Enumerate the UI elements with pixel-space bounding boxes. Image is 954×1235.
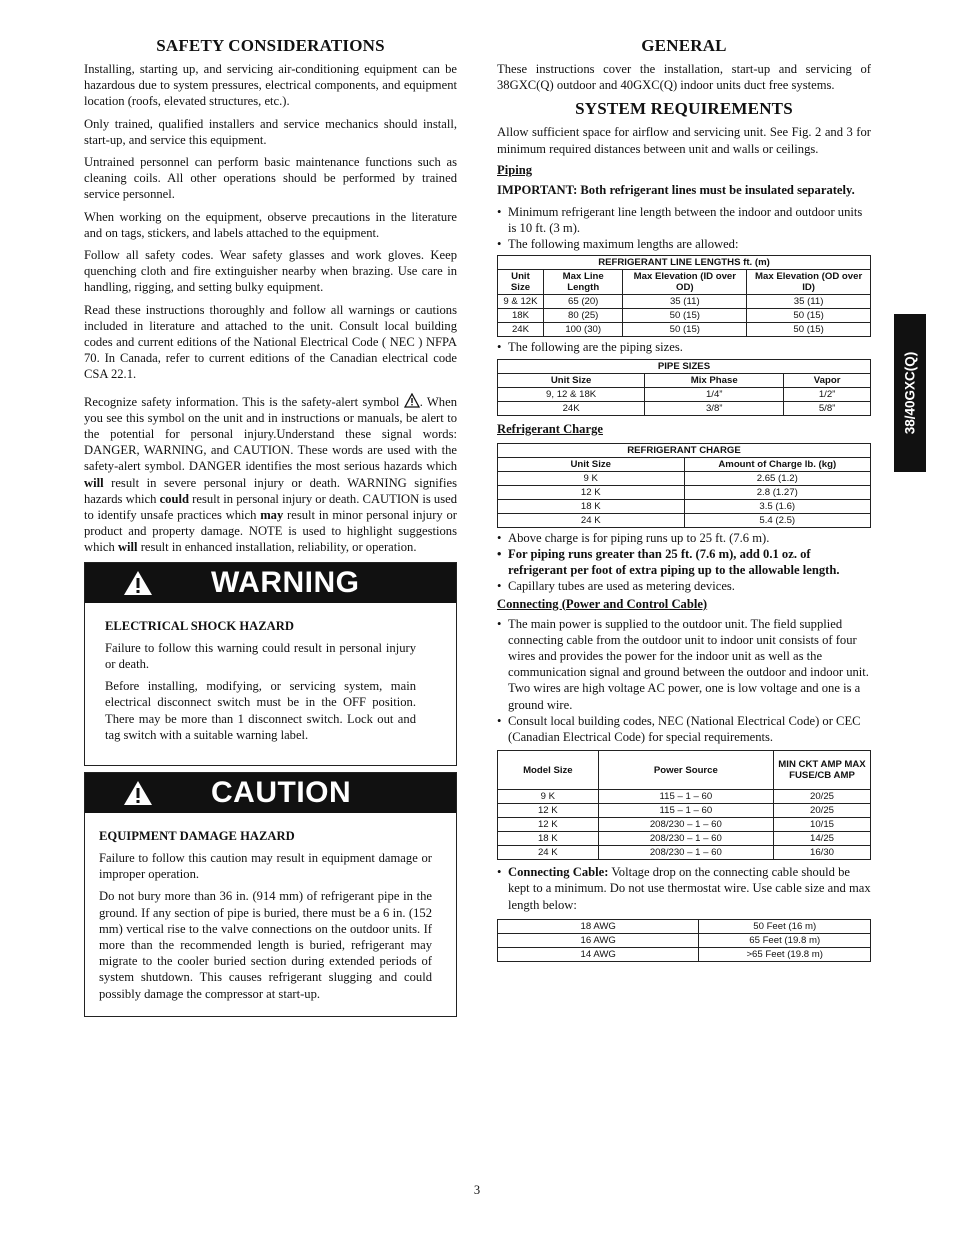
table-cell: 35 (11) (623, 294, 747, 308)
safety-para: Follow all safety codes. Wear safety glasses and work gloves. Keep quenching cloth and fire extinguisher nearby when brazing. Use care in handling, rigging, and setting bulky equipment. (84, 248, 457, 295)
table-row (498, 804, 871, 818)
table-header: Max Elevation (ID over OD) (623, 269, 747, 294)
table-row (498, 947, 871, 961)
table-row (498, 471, 871, 485)
table-cell: 208/230 – 1 – 60 (598, 846, 773, 860)
table-cell: 50 (15) (747, 322, 871, 336)
table-cell: 16 AWG (498, 933, 699, 947)
table-cell: 1/2” (784, 387, 871, 401)
right-column (497, 34, 871, 964)
table-header: Model Size (498, 751, 599, 790)
warning-word: WARNING (211, 565, 360, 599)
system-requirements-heading: SYSTEM REQUIREMENTS (575, 99, 793, 119)
safety-heading: SAFETY CONSIDERATIONS (156, 36, 385, 55)
table-row (498, 513, 871, 527)
table-cell: 20/25 (774, 804, 871, 818)
table-header: Unit Size (498, 269, 544, 294)
table-cell: 50 (15) (623, 308, 747, 322)
table-cell: 14/25 (774, 832, 871, 846)
caution-text: Failure to follow this caution may result in equipment damage or improper operation. (99, 850, 432, 882)
important-note: IMPORTANT: Both refrigerant lines must be insulated separately. (497, 182, 855, 197)
piping-heading: Piping (497, 162, 532, 177)
table-row (498, 499, 871, 513)
table-cell: 5.4 (2.5) (684, 513, 871, 527)
safety-para: When working on the equipment, observe precautions in the literature and on tags, stickers, and labels attached to the equipment. (84, 209, 457, 240)
piping-bullets (497, 204, 871, 253)
caution-banner (85, 773, 456, 813)
table-row (498, 387, 871, 401)
table-caption: REFRIGERANT CHARGE (498, 443, 871, 457)
table-row (498, 818, 871, 832)
table-cell: 18 K (498, 832, 599, 846)
table-header: Power Source (598, 751, 773, 790)
refrigerant-charge-table (497, 443, 871, 528)
table-cell: 24 K (498, 513, 685, 527)
table-cell: 208/230 – 1 – 60 (598, 832, 773, 846)
cable-bullet (497, 864, 871, 913)
pipe-sizes-table (497, 359, 871, 416)
warning-box (84, 562, 457, 766)
table-header: Vapor (784, 373, 871, 387)
warning-text: Failure to follow this warning could result in personal injury or death. (105, 640, 416, 671)
table-cell: 16/30 (774, 846, 871, 860)
table-cell: 14 AWG (498, 947, 699, 961)
warning-text: Before installing, modifying, or servicing system, main electrical disconnect switch must be in the OFF position. There may be more than 1 disconnect switch. Lock out and tag switch with a suitable warning label. (105, 679, 416, 742)
table-caption: REFRIGERANT LINE LENGTHS ft. (m) (498, 255, 871, 269)
table-cell: 50 Feet (16 m) (699, 919, 871, 933)
table-cell: 2.8 (1.27) (684, 485, 871, 499)
table-cell: 12 K (498, 485, 685, 499)
table-header: Amount of Charge lb. (kg) (684, 457, 871, 471)
side-tab-label: 38/40GXC(Q) (902, 351, 918, 435)
table-cell: 35 (11) (747, 294, 871, 308)
table-header: Unit Size (498, 457, 685, 471)
refrigerant-charge-heading: Refrigerant Charge (497, 421, 603, 436)
power-table (497, 750, 871, 860)
list-item: • Consult local building codes, NEC (National Electrical Code) or CEC (Canadian Electrical Code) for special requirements. (497, 713, 871, 745)
table-caption: PIPE SIZES (498, 359, 871, 373)
system-requirements-text: Allow sufficient space for airflow and servicing unit. See Fig. 2 and 3 for minimum required distances between unit and walls or ceilings. (497, 125, 871, 156)
table-cell: >65 Feet (19.8 m) (699, 947, 871, 961)
table-cell: 65 (20) (543, 294, 622, 308)
table-cell: 3.5 (1.6) (684, 499, 871, 513)
table-cell: 115 – 1 – 60 (598, 804, 773, 818)
table-cell: 12 K (498, 818, 599, 832)
table-cell: 20/25 (774, 790, 871, 804)
table-cell: 18K (498, 308, 544, 322)
safety-alert-paragraph: Recognize safety information. This is the safety-alert symbol . When you see this symbol on the unit and in instructions or manuals, be alert to the potential for personal injury.Understand these signal words: DANGER, WARNING, and CAUTION. These words are used with the safety-alert symbol. DANGER identifies the most serious hazards which will result in severe personal injury or death. WARNING signifies hazards which could result in personal injury or death. CAUTION is used to identify unsafe practices which may result in minor personal injury or product and property damage. NOTE is used to highlight suggestions which will result in enhanced installation, reliability, or operation. (84, 394, 458, 555)
table-cell: 80 (25) (543, 308, 622, 322)
connecting-bullets (497, 616, 871, 746)
table-header: MIN CKT AMP MAX FUSE/CB AMP (774, 751, 871, 790)
table-cell: 9 & 12K (498, 294, 544, 308)
table-row (498, 294, 871, 308)
pipe-sizes-bullet (497, 339, 871, 355)
table-row (498, 919, 871, 933)
table-cell: 18 AWG (498, 919, 699, 933)
line-lengths-table (497, 255, 871, 337)
list-item: • Capillary tubes are used as metering devices. (497, 578, 871, 594)
safety-para: Installing, starting up, and servicing air-conditioning equipment can be hazardous due to system pressures, electrical components, and equipment location (roofs, elevated structures, etc.). (84, 62, 457, 109)
safety-para: Untrained personnel can perform basic maintenance functions such as cleaning coils. All other operations should be performed by trained service personnel. (84, 155, 457, 202)
caution-text: Do not bury more than 36 in. (914 mm) of refrigerant pipe in the ground. If any section of pipe is buried, there must be a 6 in. (152 mm) vertical rise to the valve connections on the outdoor units. If more than the recommended length is buried, refrigerant may migrate to the cooler buried section during extended periods of system shutdown. This causes refrigerant slugging and could possibly damage the compressor at start-up. (99, 889, 432, 1001)
table-cell: 12 K (498, 804, 599, 818)
table-cell: 24K (498, 401, 645, 415)
table-cell: 24K (498, 322, 544, 336)
table-cell: 10/15 (774, 818, 871, 832)
list-item: • Minimum refrigerant line length between the indoor and outdoor units is 10 ft. (3 m). (497, 204, 871, 236)
table-header: Unit Size (498, 373, 645, 387)
table-cell: 50 (15) (747, 308, 871, 322)
list-item: • Above charge is for piping runs up to 25 ft. (7.6 m). (497, 530, 871, 546)
caution-word: CAUTION (211, 775, 352, 809)
safety-para: Only trained, qualified installers and service mechanics should install, start-up, and service this equipment. (84, 116, 457, 147)
table-row (498, 401, 871, 415)
warning-hazard-title: ELECTRICAL SHOCK HAZARD (105, 618, 294, 633)
table-cell: 50 (15) (623, 322, 747, 336)
page-number: 3 (473, 1183, 481, 1197)
warning-banner (85, 563, 456, 603)
charge-bullets (497, 530, 871, 595)
table-row (498, 846, 871, 860)
list-item: • The main power is supplied to the outdoor unit. The field supplied connecting cable from the outdoor unit to indoor unit consists of four wires and provides the power for the indoor unit as well as the communication signal and ground between the outdoor and indoor unit. Two wires are high voltage AC power, one is low voltage and one is a ground wire. (497, 616, 871, 713)
table-cell: 24 K (498, 846, 599, 860)
safety-alert-icon (404, 393, 420, 408)
caution-triangle-icon (123, 780, 153, 806)
table-cell: 9, 12 & 18K (498, 387, 645, 401)
table-header: Max Elevation (OD over ID) (747, 269, 871, 294)
table-cell: 3/8” (645, 401, 784, 415)
table-cell: 65 Feet (19.8 m) (699, 933, 871, 947)
table-header: Mix Phase (645, 373, 784, 387)
table-row (498, 485, 871, 499)
table-row (498, 308, 871, 322)
warning-triangle-icon (123, 570, 153, 596)
table-cell: 1/4” (645, 387, 784, 401)
safety-para: Read these instructions thoroughly and follow all warnings or cautions included in literature and attached to the unit. Consult local building codes and current editions of the National Electrical Code ( NEC ) NFPA 70. In Canada, refer to current editions of the Canadian electrical code CSA 22.1. (84, 302, 457, 382)
table-cell: 5/8” (784, 401, 871, 415)
list-item: • Connecting Cable: Voltage drop on the connecting cable should be kept to a minimum. Do not use thermostat wire. Use cable size and max length below: (497, 864, 871, 913)
awg-table (497, 919, 871, 962)
side-tab (894, 314, 926, 472)
table-cell: 9 K (498, 790, 599, 804)
caution-hazard-title: EQUIPMENT DAMAGE HAZARD (99, 828, 295, 843)
table-cell: 2.65 (1.2) (684, 471, 871, 485)
list-item: • The following are the piping sizes. (497, 339, 871, 355)
table-header: Max Line Length (543, 269, 622, 294)
table-row (498, 832, 871, 846)
table-row (498, 933, 871, 947)
table-cell: 9 K (498, 471, 685, 485)
list-item: • The following maximum lengths are allowed: (497, 236, 871, 252)
general-text: These instructions cover the installation, start-up and servicing of 38GXC(Q) outdoor and 40GXC(Q) indoor units duct free systems. (497, 62, 871, 93)
caution-box (84, 772, 457, 1017)
table-cell: 115 – 1 – 60 (598, 790, 773, 804)
table-cell: 208/230 – 1 – 60 (598, 818, 773, 832)
connecting-heading: Connecting (Power and Control Cable) (497, 596, 708, 611)
general-heading: GENERAL (641, 36, 727, 55)
table-cell: 100 (30) (543, 322, 622, 336)
list-item: • For piping runs greater than 25 ft. (7.6 m), add 0.1 oz. of refrigerant per foot of extra piping up to the allowable length. (497, 546, 871, 578)
table-cell: 18 K (498, 499, 685, 513)
table-row (498, 322, 871, 336)
table-row (498, 790, 871, 804)
left-column (84, 34, 457, 1017)
